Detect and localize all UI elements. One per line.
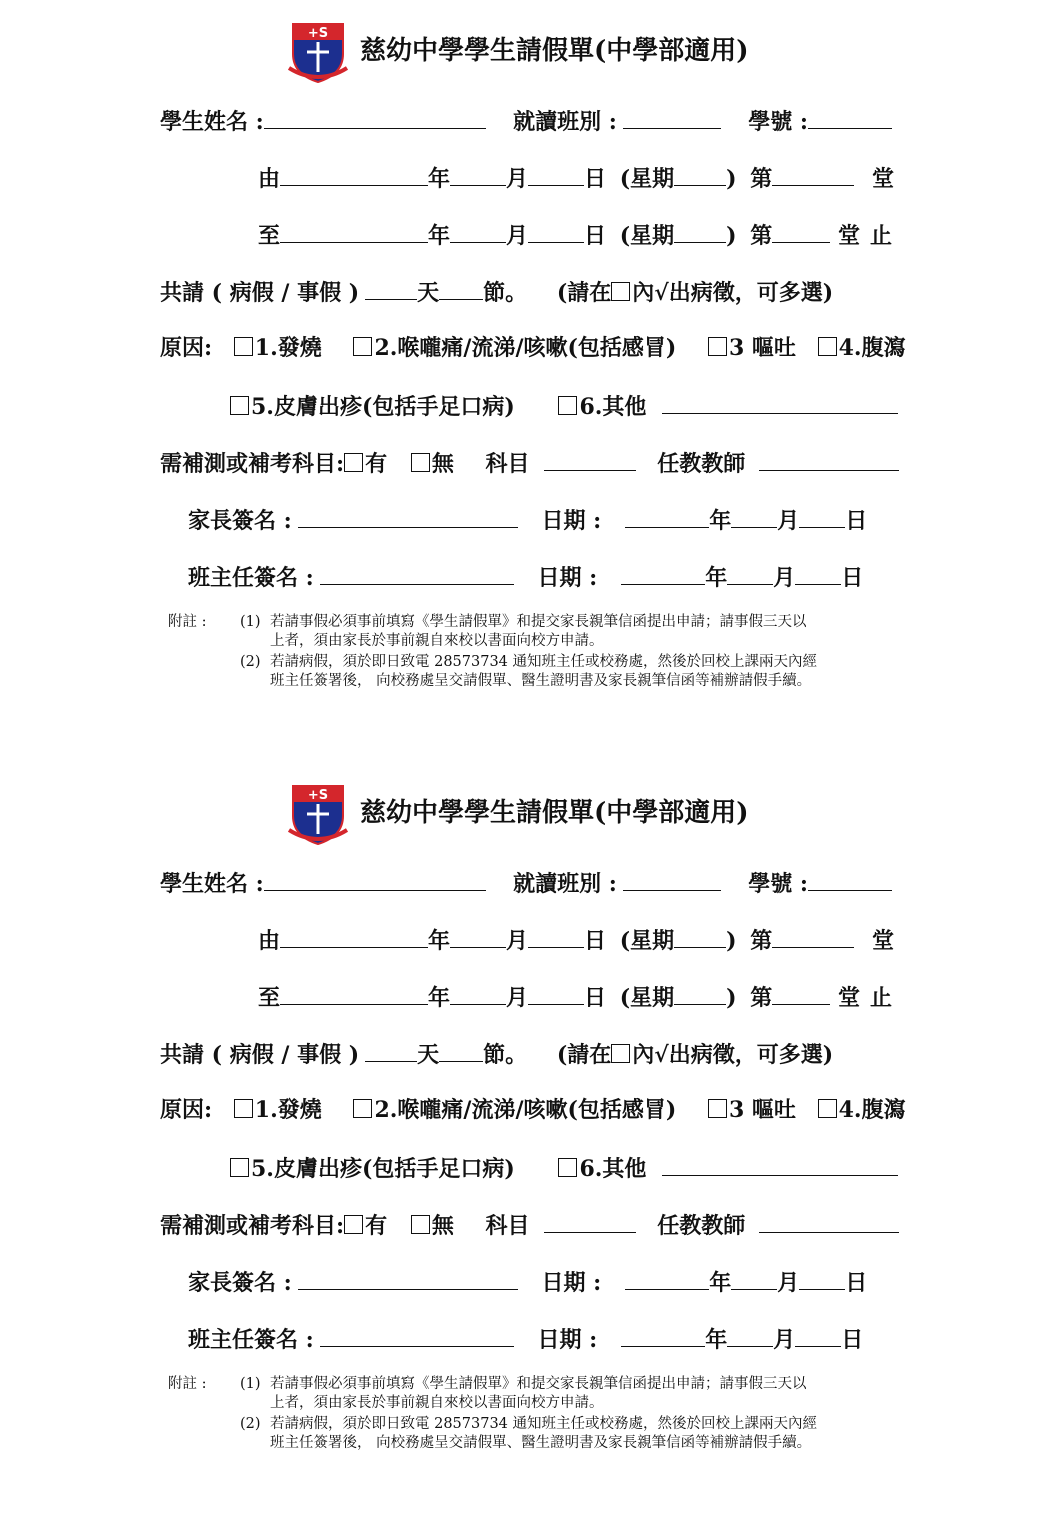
- note-1-number: (1): [240, 614, 261, 630]
- makeup-row: [160, 448, 899, 478]
- parent-date-day-field[interactable]: [799, 505, 845, 528]
- student-name-label: 學生姓名 :: [160, 871, 264, 897]
- day-label: 日: [584, 985, 607, 1011]
- reason-label: 原因:: [160, 335, 213, 361]
- makeup-label: 需補測或補考科目:: [160, 451, 345, 477]
- date-label: 日期 :: [537, 565, 598, 591]
- from-day-field[interactable]: [528, 163, 584, 186]
- svg-text:+S: +S: [307, 26, 329, 41]
- leave-type-label: 共請 ( 病假 / 事假 ): [160, 1042, 360, 1068]
- to-weekday-field[interactable]: [674, 982, 726, 1005]
- student-info-row: [160, 106, 892, 136]
- student-name-label: 學生姓名 :: [160, 109, 264, 135]
- teacher-date-year-field[interactable]: [621, 1324, 705, 1347]
- reason-diarrhea-checkbox[interactable]: [818, 337, 837, 356]
- to-year-field[interactable]: [280, 220, 428, 243]
- days-field[interactable]: [365, 1039, 417, 1062]
- school-crest-logo: [287, 20, 349, 84]
- note-1-line-2: 上者，須由家長於事前親自來校以書面向校方申請。: [270, 633, 604, 649]
- total-leave-row: [160, 1039, 833, 1069]
- instruction-text: (請在: [556, 280, 612, 306]
- from-month-field[interactable]: [450, 925, 506, 948]
- reason-fever-checkbox[interactable]: [234, 337, 253, 356]
- teacher-date-day-field[interactable]: [795, 1324, 841, 1347]
- reason-throat-checkbox[interactable]: [353, 1099, 372, 1118]
- from-month-field[interactable]: [450, 163, 506, 186]
- note-2-number: (2): [240, 1416, 261, 1432]
- parent-date-year-field[interactable]: [625, 505, 709, 528]
- class-teacher-sign-row: [188, 562, 863, 592]
- from-label: 由: [258, 166, 281, 192]
- periods-field[interactable]: [439, 277, 483, 300]
- student-info-row: [160, 868, 892, 898]
- reason-diarrhea-label: 4.腹瀉: [838, 335, 906, 361]
- reason-other-checkbox[interactable]: [558, 1158, 577, 1177]
- from-year-field[interactable]: [280, 925, 428, 948]
- note-2-line-2: 班主任簽署後， 向校務處呈交請假單、醫生證明書及家長親筆信函等補辦請假手續。: [270, 673, 812, 689]
- weekday-close: ): [726, 166, 737, 192]
- notes-label: 附註 :: [168, 614, 207, 630]
- makeup-label: 需補測或補考科目:: [160, 1213, 345, 1239]
- period-prefix: 第: [750, 985, 773, 1011]
- from-date-row: [258, 925, 894, 955]
- to-weekday-field[interactable]: [674, 220, 726, 243]
- makeup-row: [160, 1210, 899, 1240]
- teacher-label: 任教教師: [657, 1213, 746, 1239]
- class-teacher-sign-field[interactable]: [320, 1324, 514, 1347]
- form-title: 慈幼中學學生請假單(中學部適用): [360, 798, 749, 828]
- makeup-yes-checkbox[interactable]: [344, 1215, 363, 1234]
- from-date-row: [258, 163, 894, 193]
- reasons-row-2: [230, 1153, 898, 1183]
- period-suffix: 堂: [871, 166, 894, 192]
- to-label: 至: [258, 985, 281, 1011]
- reason-vomit-checkbox[interactable]: [708, 337, 727, 356]
- reason-label: 原因:: [160, 1097, 213, 1123]
- subject-field[interactable]: [544, 1210, 636, 1233]
- parent-sign-field[interactable]: [298, 1267, 518, 1290]
- from-year-field[interactable]: [280, 163, 428, 186]
- school-crest-logo: [287, 782, 349, 846]
- parent-date-month-field[interactable]: [731, 505, 777, 528]
- teacher-field[interactable]: [759, 1210, 899, 1233]
- reason-throat-label: 2.喉嚨痛/流涕/咳嗽(包括感冒): [374, 1097, 677, 1123]
- student-name-field[interactable]: [264, 868, 486, 891]
- weekday-close: ): [726, 985, 737, 1011]
- day-label: 日: [584, 166, 607, 192]
- period-end: 止: [869, 985, 892, 1011]
- reasons-row-1: [160, 334, 906, 362]
- to-day-field[interactable]: [528, 982, 584, 1005]
- to-date-row: [258, 220, 892, 250]
- note-1-line-1: 若請事假必須事前填寫《學生請假單》和提交家長親筆信函提出申請；請事假三天以: [270, 1376, 807, 1392]
- periods-label: 節。: [483, 1042, 528, 1068]
- reason-fever-label: 1.發燒: [254, 1097, 322, 1123]
- month-label: 月: [773, 565, 796, 591]
- year-label: 年: [428, 985, 451, 1011]
- to-label: 至: [258, 223, 281, 249]
- from-weekday-field[interactable]: [674, 925, 726, 948]
- class-label: 就讀班別 :: [513, 871, 617, 897]
- from-period-field[interactable]: [772, 925, 854, 948]
- makeup-no-label: 無: [431, 451, 454, 477]
- reason-rash-label: 5.皮膚出疹(包括手足口病): [251, 1156, 515, 1182]
- reason-other-label: 6.其他: [579, 394, 647, 420]
- teacher-date-month-field[interactable]: [727, 562, 773, 585]
- to-date-row: [258, 982, 892, 1012]
- student-no-label: 學號 :: [748, 109, 809, 135]
- period-prefix: 第: [750, 928, 773, 954]
- weekday-label: (星期: [619, 166, 675, 192]
- class-teacher-sign-label: 班主任簽名 :: [188, 565, 314, 591]
- parent-date-year-field[interactable]: [625, 1267, 709, 1290]
- date-label: 日期 :: [541, 1270, 602, 1296]
- month-label: 月: [506, 928, 529, 954]
- class-teacher-sign-field[interactable]: [320, 562, 514, 585]
- note-2-line-1: 若請病假，須於即日致電 28573734 通知班主任或校務處，然後於回校上課兩天內經: [270, 1416, 818, 1432]
- reason-fever-checkbox[interactable]: [234, 1099, 253, 1118]
- month-label: 月: [506, 223, 529, 249]
- makeup-no-label: 無: [431, 1213, 454, 1239]
- parent-sign-label: 家長簽名 :: [188, 508, 292, 534]
- reason-rash-checkbox[interactable]: [230, 1158, 249, 1177]
- reason-other-checkbox[interactable]: [558, 396, 577, 415]
- year-label: 年: [428, 166, 451, 192]
- period-suffix: 堂: [837, 985, 860, 1011]
- to-period-field[interactable]: [772, 982, 830, 1005]
- reason-throat-label: 2.喉嚨痛/流涕/咳嗽(包括感冒): [374, 335, 677, 361]
- leave-type-label: 共請 ( 病假 / 事假 ): [160, 280, 360, 306]
- to-year-field[interactable]: [280, 982, 428, 1005]
- instruction-text-end: 內√出病徵，可多選): [632, 1042, 834, 1068]
- student-no-field[interactable]: [808, 868, 892, 891]
- reason-vomit-label: 3 嘔吐: [728, 1097, 796, 1123]
- parent-sign-label: 家長簽名 :: [188, 1270, 292, 1296]
- year-label: 年: [709, 1270, 732, 1296]
- reason-other-label: 6.其他: [579, 1156, 647, 1182]
- days-field[interactable]: [365, 277, 417, 300]
- reason-rash-label: 5.皮膚出疹(包括手足口病): [251, 394, 515, 420]
- leave-form-2: [0, 762, 1058, 1522]
- total-leave-row: [160, 277, 833, 307]
- class-field[interactable]: [623, 106, 721, 129]
- year-label: 年: [428, 928, 451, 954]
- reason-other-field[interactable]: [662, 1153, 898, 1176]
- period-prefix: 第: [750, 166, 773, 192]
- period-end: 止: [869, 223, 892, 249]
- example-checkbox: [611, 282, 630, 301]
- parent-sign-row: [188, 1267, 867, 1297]
- makeup-yes-label: 有: [365, 1213, 388, 1239]
- teacher-date-year-field[interactable]: [621, 562, 705, 585]
- month-label: 月: [777, 1270, 800, 1296]
- reason-rash-checkbox[interactable]: [230, 396, 249, 415]
- reason-fever-label: 1.發燒: [254, 335, 322, 361]
- month-label: 月: [506, 985, 529, 1011]
- reason-throat-checkbox[interactable]: [353, 337, 372, 356]
- leave-form-1: [0, 0, 1058, 760]
- year-label: 年: [709, 508, 732, 534]
- days-label: 天: [417, 280, 440, 306]
- parent-date-day-field[interactable]: [799, 1267, 845, 1290]
- to-day-field[interactable]: [528, 220, 584, 243]
- class-teacher-sign-row: [188, 1324, 863, 1354]
- parent-date-month-field[interactable]: [731, 1267, 777, 1290]
- note-2-line-1: 若請病假，須於即日致電 28573734 通知班主任或校務處，然後於回校上課兩天內經: [270, 654, 818, 670]
- reason-diarrhea-label: 4.腹瀉: [838, 1097, 906, 1123]
- student-no-label: 學號 :: [748, 871, 809, 897]
- subject-label: 科目: [485, 1213, 530, 1239]
- class-label: 就讀班別 :: [513, 109, 617, 135]
- month-label: 月: [773, 1327, 796, 1353]
- from-weekday-field[interactable]: [674, 163, 726, 186]
- svg-text:+S: +S: [307, 788, 329, 803]
- period-suffix: 堂: [837, 223, 860, 249]
- day-label: 日: [845, 1270, 868, 1296]
- teacher-date-day-field[interactable]: [795, 562, 841, 585]
- day-label: 日: [845, 508, 868, 534]
- from-day-field[interactable]: [528, 925, 584, 948]
- class-teacher-sign-label: 班主任簽名 :: [188, 1327, 314, 1353]
- instruction-text-end: 內√出病徵，可多選): [632, 280, 834, 306]
- period-prefix: 第: [750, 223, 773, 249]
- day-label: 日: [584, 928, 607, 954]
- date-label: 日期 :: [541, 508, 602, 534]
- note-2-line-2: 班主任簽署後， 向校務處呈交請假單、醫生證明書及家長親筆信函等補辦請假手續。: [270, 1435, 812, 1451]
- note-2-number: (2): [240, 654, 261, 670]
- month-label: 月: [506, 166, 529, 192]
- note-1-line-1: 若請事假必須事前填寫《學生請假單》和提交家長親筆信函提出申請；請事假三天以: [270, 614, 807, 630]
- periods-label: 節。: [483, 280, 528, 306]
- weekday-label: (星期: [619, 928, 675, 954]
- makeup-no-checkbox[interactable]: [411, 453, 430, 472]
- reasons-row-1: [160, 1096, 906, 1124]
- reason-diarrhea-checkbox[interactable]: [818, 1099, 837, 1118]
- class-field[interactable]: [623, 868, 721, 891]
- day-label: 日: [841, 565, 864, 591]
- notes-label: 附註 :: [168, 1376, 207, 1392]
- date-label: 日期 :: [537, 1327, 598, 1353]
- periods-field[interactable]: [439, 1039, 483, 1062]
- form-title: 慈幼中學學生請假單(中學部適用): [360, 36, 749, 66]
- to-period-field[interactable]: [772, 220, 830, 243]
- makeup-yes-label: 有: [365, 451, 388, 477]
- to-month-field[interactable]: [450, 220, 506, 243]
- period-suffix: 堂: [871, 928, 894, 954]
- weekday-close: ): [726, 928, 737, 954]
- note-1-line-2: 上者，須由家長於事前親自來校以書面向校方申請。: [270, 1395, 604, 1411]
- example-checkbox: [611, 1044, 630, 1063]
- instruction-text: (請在: [556, 1042, 612, 1068]
- year-label: 年: [705, 565, 728, 591]
- makeup-no-checkbox[interactable]: [411, 1215, 430, 1234]
- reason-vomit-label: 3 嘔吐: [728, 335, 796, 361]
- subject-label: 科目: [485, 451, 530, 477]
- reason-vomit-checkbox[interactable]: [708, 1099, 727, 1118]
- from-label: 由: [258, 928, 281, 954]
- note-1-number: (1): [240, 1376, 261, 1392]
- parent-sign-row: [188, 505, 867, 535]
- reason-other-field[interactable]: [662, 391, 898, 414]
- from-period-field[interactable]: [772, 163, 854, 186]
- days-label: 天: [417, 1042, 440, 1068]
- to-month-field[interactable]: [450, 982, 506, 1005]
- day-label: 日: [841, 1327, 864, 1353]
- student-name-field[interactable]: [264, 106, 486, 129]
- makeup-yes-checkbox[interactable]: [344, 453, 363, 472]
- teacher-field[interactable]: [759, 448, 899, 471]
- teacher-label: 任教教師: [657, 451, 746, 477]
- day-label: 日: [584, 223, 607, 249]
- teacher-date-month-field[interactable]: [727, 1324, 773, 1347]
- weekday-label: (星期: [619, 223, 675, 249]
- parent-sign-field[interactable]: [298, 505, 518, 528]
- weekday-label: (星期: [619, 985, 675, 1011]
- year-label: 年: [428, 223, 451, 249]
- student-no-field[interactable]: [808, 106, 892, 129]
- subject-field[interactable]: [544, 448, 636, 471]
- year-label: 年: [705, 1327, 728, 1353]
- reasons-row-2: [230, 391, 898, 421]
- weekday-close: ): [726, 223, 737, 249]
- month-label: 月: [777, 508, 800, 534]
